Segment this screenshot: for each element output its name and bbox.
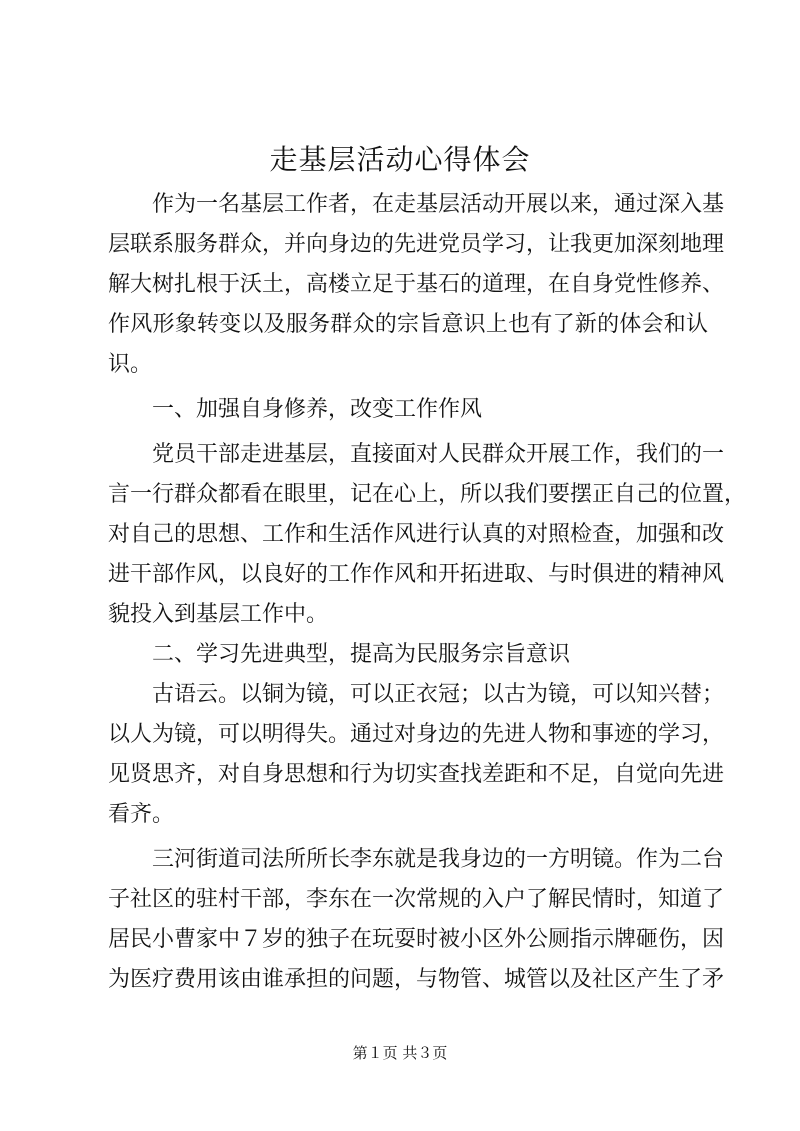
body-line: 看齐。 bbox=[108, 802, 175, 827]
body-line: 层联系服务群众，并向身边的先进党员学习，让我更加深刻地理 bbox=[108, 232, 725, 257]
body-line: 作风形象转变以及服务群众的宗旨意识上也有了新的体会和认 bbox=[108, 312, 708, 337]
body-line: 古语云。以铜为镜，可以正衣冠；以古为镜，可以知兴替； bbox=[152, 682, 725, 707]
body-line: 见贤思齐，对自身思想和行为切实查找差距和不足，自觉向先进 bbox=[108, 762, 725, 787]
page-footer: 第１页 共３页 bbox=[352, 1044, 448, 1062]
body-line: 作为一名基层工作者，在走基层活动开展以来，通过深入基 bbox=[152, 192, 725, 217]
body-line: 解大树扎根于沃土，高楼立足于基石的道理，在自身党性修养、 bbox=[108, 272, 725, 297]
body-line: 貌投入到基层工作中。 bbox=[108, 602, 329, 627]
body-line: 居民小曹家中７岁的独子在玩耍时被小区外公厕指示牌砸伤，因 bbox=[108, 927, 725, 952]
body-line: 识。 bbox=[108, 352, 153, 377]
body-line: 子社区的驻村干部，李东在一次常规的入户了解民情时，知道了 bbox=[108, 887, 725, 912]
document-title: 走基层活动心得体会 bbox=[269, 143, 531, 176]
body-line: 进干部作风，以良好的工作作风和开拓进取、与时俱进的精神风 bbox=[108, 562, 725, 587]
body-line: 三河街道司法所所长李东就是我身边的一方明镜。作为二台 bbox=[152, 847, 725, 872]
body-line: 以人为镜，可以明得失。通过对身边的先进人物和事迹的学习， bbox=[108, 722, 725, 747]
section-heading: 二、学习先进典型，提高为民服务宗旨意识 bbox=[152, 642, 571, 667]
section-heading: 一、加强自身修养，改变工作作风 bbox=[152, 397, 483, 422]
body-line: 言一行群众都看在眼里，记在心上，所以我们要摆正自己的位置， bbox=[108, 482, 747, 507]
body-line: 为医疗费用该由谁承担的问题，与物管、城管以及社区产生了矛 bbox=[108, 967, 725, 992]
body-line: 党员干部走进基层，直接面对人民群众开展工作，我们的一 bbox=[152, 442, 725, 467]
body-line: 对自己的思想、工作和生活作风进行认真的对照检查，加强和改 bbox=[108, 522, 725, 547]
